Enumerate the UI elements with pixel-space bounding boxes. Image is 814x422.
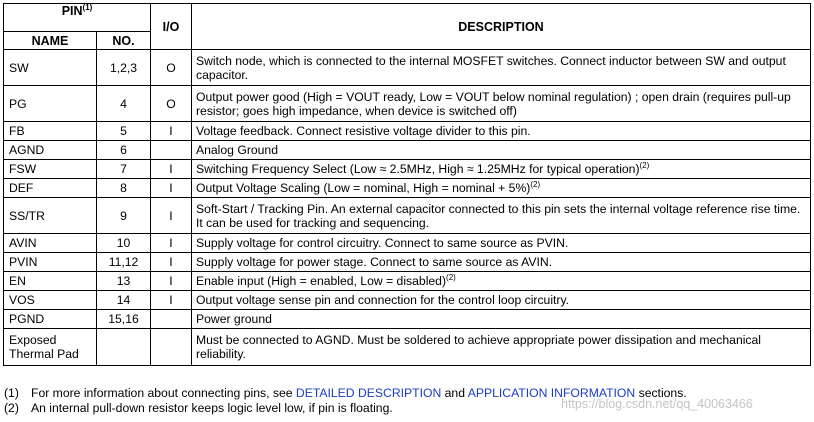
pin-number-cell-text: 7 <box>120 162 127 176</box>
pin-number-cell <box>97 329 151 366</box>
pin-io-cell-text: I <box>169 274 173 288</box>
pin-name-cell <box>4 253 97 272</box>
pin-description-cell <box>192 310 811 329</box>
pin-name-cell <box>4 234 97 253</box>
footnote-1-number: (1) <box>4 386 19 400</box>
pin-io-cell-text: I <box>169 255 173 269</box>
pin-name-cell-text: EN <box>9 274 26 288</box>
table-row <box>4 310 811 329</box>
pin-description-cell <box>192 198 811 234</box>
application-information-link[interactable]: APPLICATION INFORMATION <box>467 386 636 400</box>
pin-header-label: PIN <box>61 4 83 18</box>
pin-description-cell-text: Soft-Start / Tracking Pin. An external capacitor connected to this pin sets the internal voltage reference rise time. It can be used for tracking and sequencing. <box>196 201 801 230</box>
pin-number-cell-text: 1,2,3 <box>109 60 138 75</box>
pin-io-cell <box>151 50 192 86</box>
pin-description-cell-text: Supply voltage for control circuitry. Connect to same source as PVIN. <box>196 236 569 250</box>
pin-description-cell-text: Supply voltage for power stage. Connect to same source as AVIN. <box>196 255 553 269</box>
pin-description-cell-text: Switch node, which is connected to the internal MOSFET switches. Connect inductor between SW and output capacitor. <box>196 53 786 82</box>
pin-description-cell-text: Enable input (High = enabled, Low = disabled) <box>196 274 447 288</box>
pin-io-cell <box>151 198 192 234</box>
pin-description-cell <box>192 253 811 272</box>
pin-name-cell <box>4 310 97 329</box>
pin-description-cell <box>192 160 811 179</box>
pin-number-cell-text: 15,16 <box>108 312 139 326</box>
pin-io-cell <box>151 141 192 160</box>
pin-name-cell <box>4 160 97 179</box>
footnote-2-number: (2) <box>4 401 19 415</box>
pin-number-cell <box>97 50 151 86</box>
pin-name-cell <box>4 86 97 122</box>
no-header: NO. <box>97 32 151 50</box>
pin-description-cell <box>192 291 811 310</box>
pin-io-cell-text: O <box>166 96 176 111</box>
footnote-2 <box>4 401 393 415</box>
pin-number-cell <box>97 141 151 160</box>
pin-io-cell-text: I <box>169 208 173 223</box>
pin-number-cell-text: 5 <box>120 124 127 138</box>
pin-io-cell <box>151 179 192 198</box>
pin-io-cell <box>151 234 192 253</box>
pin-io-cell-text: I <box>169 124 173 138</box>
pin-io-cell-text: O <box>166 60 176 75</box>
pin-number-cell-text: 9 <box>120 208 127 223</box>
footnote-1-end: sections. <box>638 386 687 400</box>
pin-name-cell-text: AGND <box>9 143 45 157</box>
table-row <box>4 329 811 366</box>
pin-io-cell <box>151 122 192 141</box>
pin-io-cell <box>151 272 192 291</box>
pin-number-cell-text: 10 <box>116 236 131 250</box>
pin-name-cell-text: PVIN <box>9 255 38 269</box>
pin-number-cell-text: 8 <box>120 181 127 195</box>
pin-number-cell <box>97 86 151 122</box>
footnote-1-text: For more information about connecting pins, see <box>31 386 293 400</box>
table-row <box>4 86 811 122</box>
pin-table <box>3 3 811 366</box>
pin-number-cell <box>97 253 151 272</box>
pin-description-cell-text: Analog Ground <box>196 143 278 157</box>
description-header: DESCRIPTION <box>192 4 811 50</box>
pin-description-cell-text: Power ground <box>196 312 272 326</box>
pin-description-cell-text: Output voltage sense pin and connection for the control loop circuitry. <box>196 293 570 307</box>
table-row <box>4 122 811 141</box>
detailed-description-link[interactable]: DETAILED DESCRIPTION <box>295 386 442 400</box>
pin-name-cell-text: AVIN <box>9 236 37 250</box>
pin-number-cell <box>97 160 151 179</box>
footnote-2-text: An internal pull-down resistor keeps logic level low, if pin is floating. <box>31 401 393 415</box>
pin-description-cell <box>192 329 811 366</box>
pin-description-cell <box>192 179 811 198</box>
table-row <box>4 272 811 291</box>
pin-number-cell <box>97 122 151 141</box>
pin-description-cell-text: Must be connected to AGND. Must be soldered to achieve appropriate power dissipation and mechanical reliability. <box>196 333 762 361</box>
pin-io-cell-text: I <box>169 236 173 250</box>
pin-io-cell-text: I <box>169 162 173 176</box>
footnote-ref: (2) <box>446 273 456 282</box>
pin-io-cell-text: I <box>169 293 173 307</box>
footnote-1-and: and <box>444 386 465 400</box>
pin-number-cell <box>97 272 151 291</box>
table-header-row <box>4 4 811 32</box>
pin-name-cell <box>4 291 97 310</box>
pin-name-cell <box>4 50 97 86</box>
pin-name-cell <box>4 329 97 366</box>
pin-name-cell <box>4 179 97 198</box>
watermark: https://blog.csdn.net/qq_40063466 <box>561 397 753 411</box>
pin-description-cell <box>192 141 811 160</box>
pin-number-cell <box>97 234 151 253</box>
pin-name-cell <box>4 198 97 234</box>
pin-name-cell-text: Exposed Thermal Pad <box>9 333 79 361</box>
table-row <box>4 141 811 160</box>
pin-number-cell <box>97 310 151 329</box>
table-row <box>4 50 811 86</box>
pin-io-cell <box>151 310 192 329</box>
pin-name-cell-text: PGND <box>9 312 45 326</box>
pin-number-cell-text: 6 <box>120 143 127 157</box>
table-body <box>4 50 811 366</box>
footnote-ref: (2) <box>639 161 650 170</box>
pin-name-cell-text: SS/TR <box>9 208 45 223</box>
pin-description-cell-text: Output power good (High = VOUT ready, Low = VOUT below nominal regulation) ; open drain (requires pull-up resistor; goes high impedance, when device is switched off) <box>196 89 791 118</box>
pin-number-cell <box>97 291 151 310</box>
pin-number-cell-text: 4 <box>120 96 127 111</box>
pin-name-cell-text: SW <box>9 60 29 75</box>
pin-description-cell <box>192 50 811 86</box>
pin-description-cell <box>192 272 811 291</box>
pin-io-cell <box>151 291 192 310</box>
pin-description-cell-text: Voltage feedback. Connect resistive voltage divider to this pin. <box>196 124 531 138</box>
pin-header <box>4 4 151 32</box>
footnote-ref: (2) <box>530 180 541 189</box>
table-row <box>4 160 811 179</box>
name-header: NAME <box>4 32 97 50</box>
pin-io-cell-text: I <box>169 181 173 195</box>
pin-io-cell <box>151 160 192 179</box>
io-header: I/O <box>151 4 192 50</box>
pin-name-cell-text: DEF <box>9 181 34 195</box>
pin-description-cell <box>192 234 811 253</box>
table-row <box>4 291 811 310</box>
pin-name-cell <box>4 122 97 141</box>
table-row <box>4 234 811 253</box>
pin-description-cell <box>192 86 811 122</box>
pin-name-cell-text: FSW <box>9 162 37 176</box>
pin-number-cell <box>97 198 151 234</box>
pin-name-cell-text: PG <box>9 96 27 111</box>
pin-io-cell <box>151 86 192 122</box>
pin-name-cell-text: VOS <box>9 293 35 307</box>
pin-number-cell-text: 11,12 <box>108 255 139 269</box>
table-row <box>4 179 811 198</box>
pin-name-cell-text: FB <box>9 124 25 138</box>
pin-description-cell-text: Switching Frequency Select (Low ≈ 2.5MHz, High ≈ 1.25MHz for typical operation) <box>196 162 640 176</box>
table-row <box>4 198 811 234</box>
pin-name-cell <box>4 272 97 291</box>
pin-io-cell <box>151 329 192 366</box>
pin-description-cell-text: Output Voltage Scaling (Low = nominal, High = nominal + 5%) <box>196 181 531 195</box>
pin-number-cell <box>97 179 151 198</box>
pin-io-cell <box>151 253 192 272</box>
pin-footnote-ref: (1) <box>82 3 93 12</box>
pin-number-cell-text: 14 <box>116 293 131 307</box>
pin-name-cell <box>4 141 97 160</box>
pin-number-cell-text: 13 <box>116 274 131 288</box>
table-row <box>4 253 811 272</box>
pin-description-cell <box>192 122 811 141</box>
